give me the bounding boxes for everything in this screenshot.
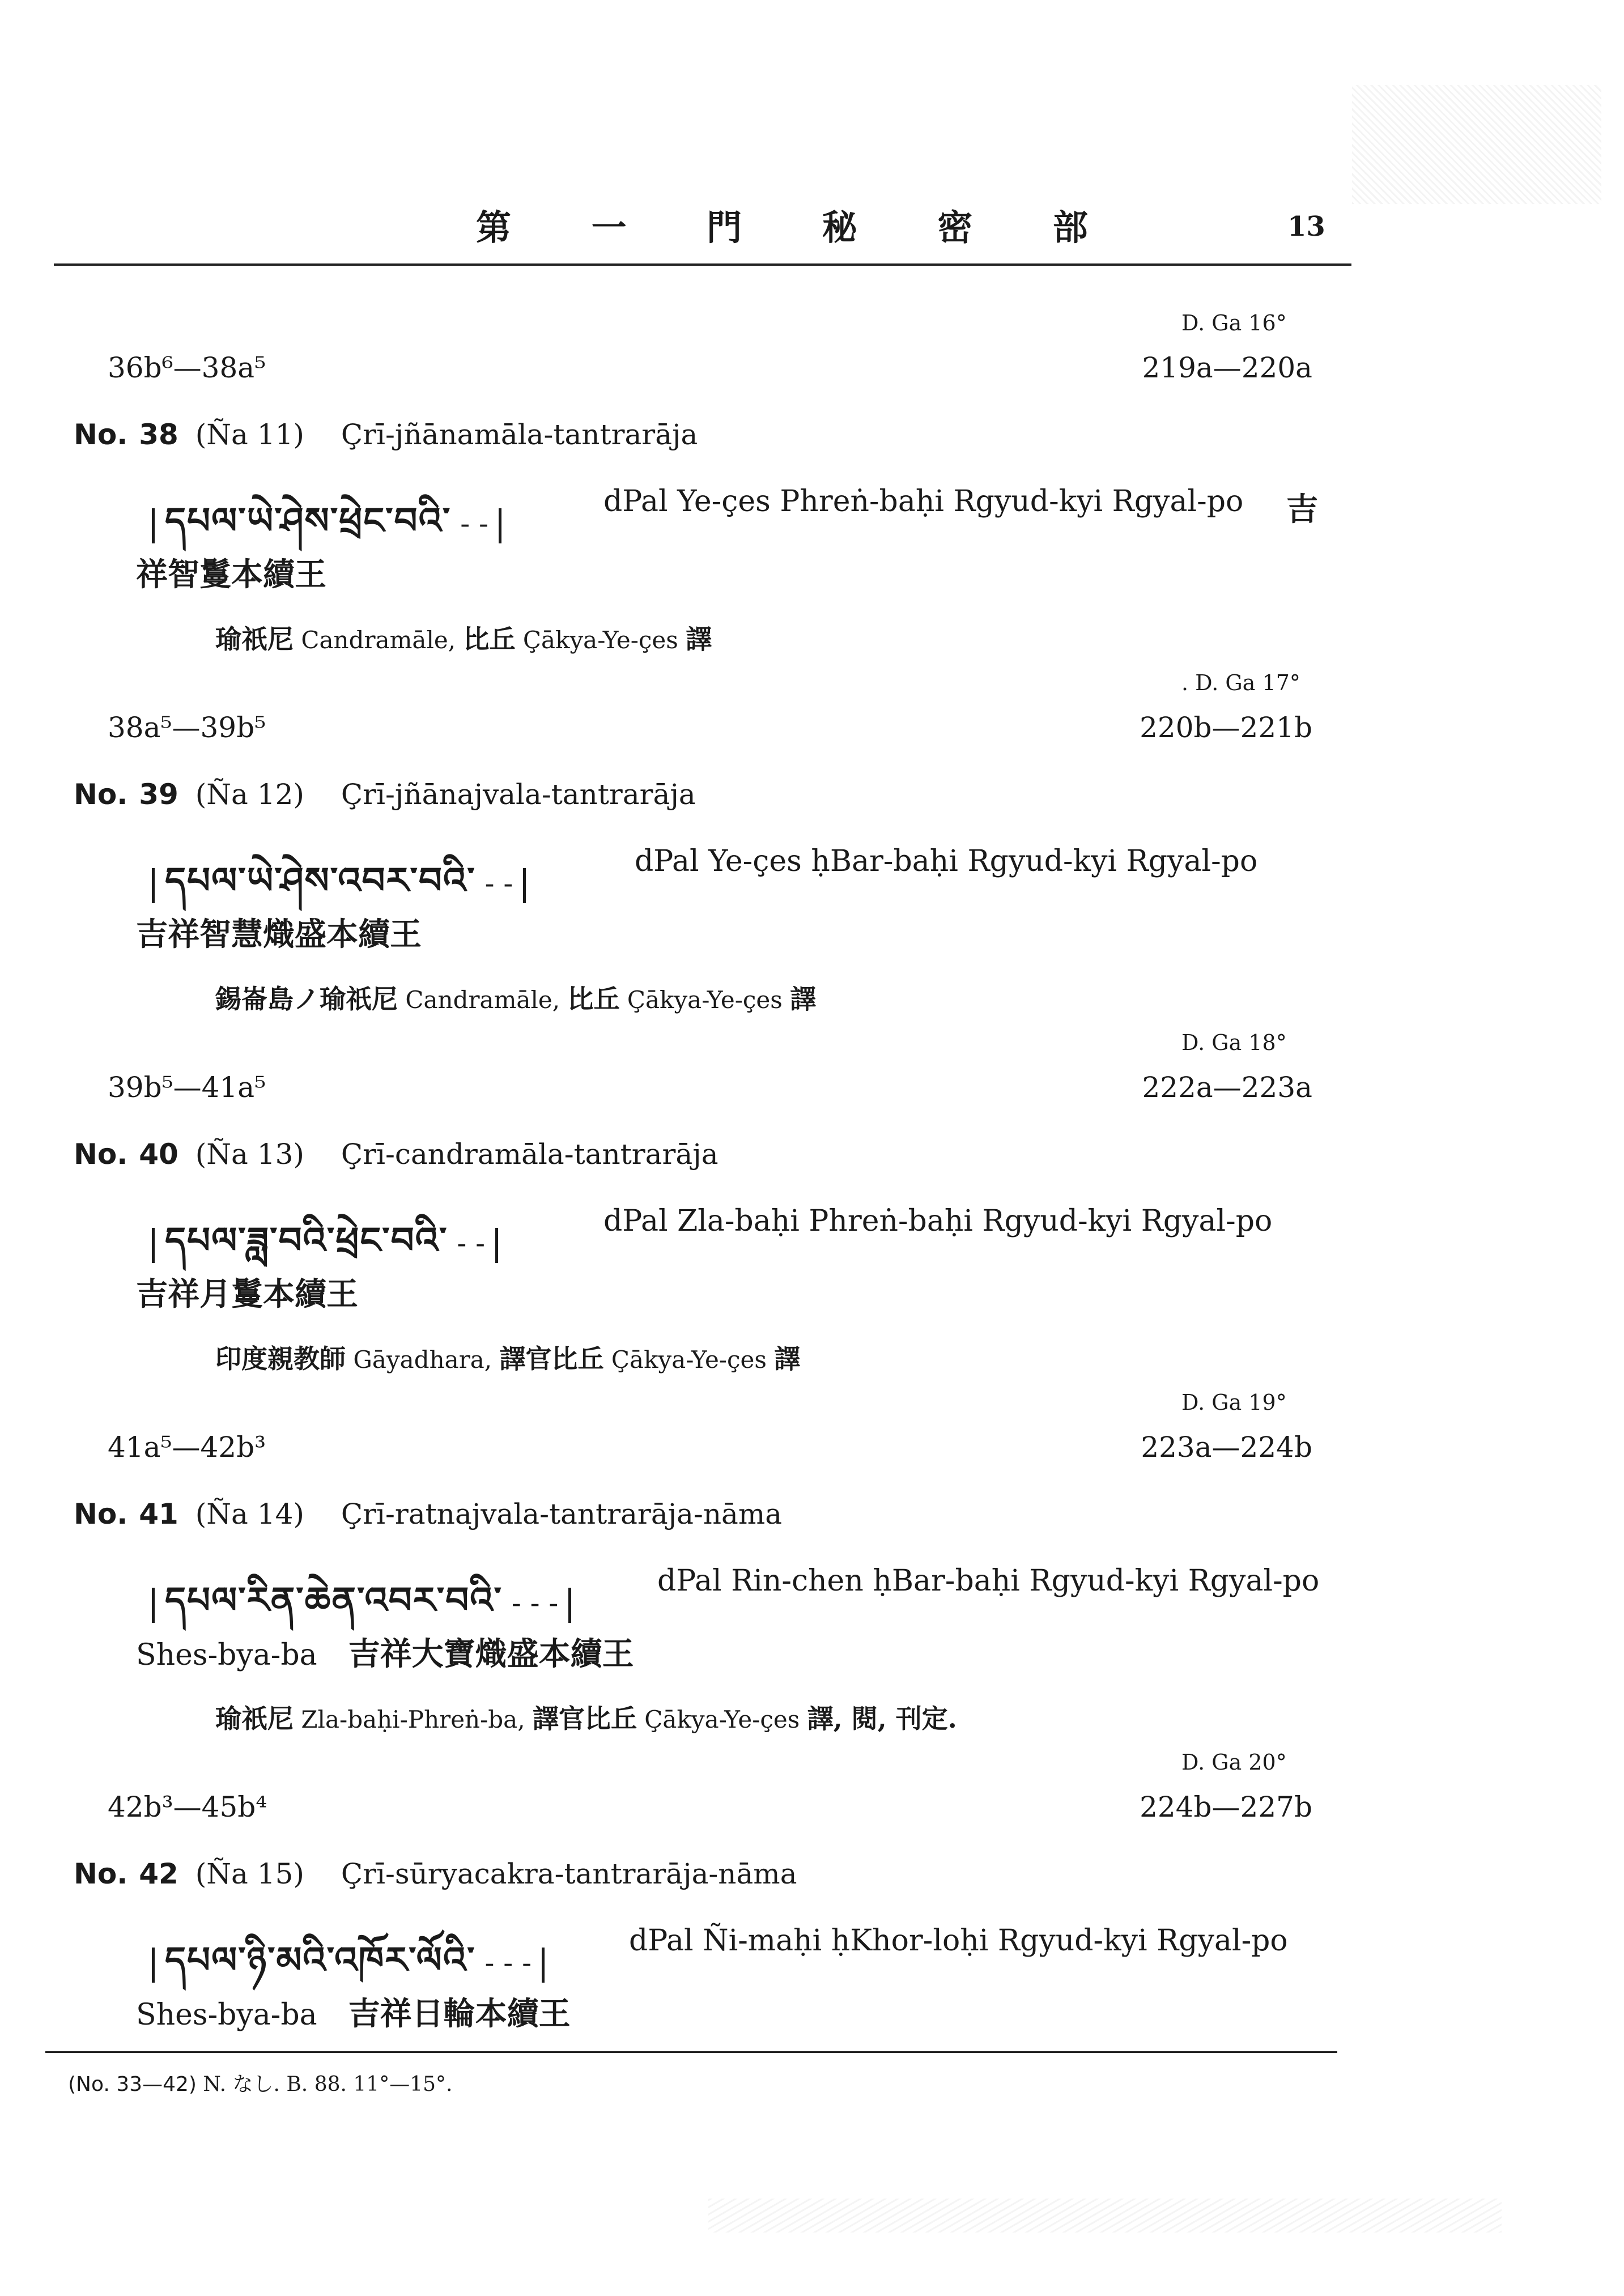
shad-mark: [152, 868, 155, 903]
derge-ref: D. Ga 19°: [1181, 1390, 1287, 1415]
shad-mark: [152, 1948, 155, 1983]
entry-no-label: No.: [74, 1857, 128, 1890]
folio-range-left: 39b⁵—41a⁵: [108, 1071, 266, 1104]
chinese-title-line: [136, 1989, 571, 2034]
ellipsis-dashes: - -: [484, 867, 513, 900]
translator-role: 譯官比丘: [499, 1343, 604, 1374]
translator-role: 錫崙島ノ瑜祇尼: [215, 984, 398, 1014]
translator-name: Çākya-Ye-çes: [611, 1346, 767, 1374]
folio-range-right: 220b—221b: [1140, 711, 1312, 744]
translator-role: 比丘: [463, 624, 516, 654]
entry-no-label: No.: [74, 418, 128, 451]
chinese-title-start: 吉: [1286, 491, 1318, 528]
translator-line: [215, 979, 816, 1016]
entry-na-ref: (Ña 14): [195, 1498, 304, 1530]
roman-title: dPal Rin-chen ḥBar-baḥi Rgyud-kyi Rgyal-po: [657, 1564, 1320, 1598]
tibetan-script: དཔལ་ཉི་མའི་འཁོར་ལོའི་: [165, 1940, 476, 1982]
roman-title: dPal Ye-çes Phreṅ-baḥi Rgyud-kyi Rgyal-po: [603, 484, 1244, 518]
translation-note: 譯: [686, 624, 712, 654]
scan-noise: [1352, 85, 1601, 204]
sanskrit-title: Çrī-jñānajvala-tantrarāja: [341, 778, 696, 811]
ellipsis-dashes: - - -: [511, 1587, 559, 1619]
entry-number: 41: [139, 1498, 178, 1530]
shad-mark: [495, 1228, 498, 1263]
folio-range-left: 42b³—45b⁴: [108, 1791, 267, 1823]
chinese-title: 祥智鬘本續王: [136, 556, 326, 593]
derge-ref: D. Ga 18°: [1181, 1030, 1287, 1055]
tibetan-script: དཔལ་ཟླ་བའི་ཕྲེང་བའི་: [165, 1220, 448, 1262]
derge-ref: D. Ga 20°: [1181, 1750, 1287, 1775]
chinese-title: 吉祥月鬘本續王: [136, 1275, 358, 1313]
translator-name: Candramāle,: [301, 626, 456, 654]
translation-note: 譯, 閱, 刊定.: [807, 1703, 957, 1734]
roman-title: dPal Ñi-maḥi ḥKhor-loḥi Rgyud-kyi Rgyal-po: [629, 1924, 1288, 1958]
ellipsis-dashes: - -: [457, 1227, 486, 1260]
translator-name: Çākya-Ye-çes: [522, 626, 678, 654]
chinese-title-line: [136, 550, 326, 595]
page-number: 13: [1287, 211, 1325, 243]
shad-mark: [152, 1228, 155, 1263]
running-header: 第 一 門 秘 密 部: [476, 207, 1122, 248]
chinese-title-line: [136, 1629, 634, 1674]
tibetan-script: དཔལ་ཡེ་ཤེས་ཕྲེང་བའི་: [165, 500, 452, 542]
translator-role: 瑜祇尼: [215, 624, 294, 654]
footnote-rule: [45, 2051, 1337, 2053]
shes-bya-ba: Shes-bya-ba: [136, 1638, 317, 1672]
entry-na-ref: (Ña 15): [195, 1857, 304, 1890]
entry-heading: [74, 418, 698, 451]
chinese-title: 吉祥日輪本續王: [348, 1995, 571, 2033]
tibetan-script: དཔལ་རིན་ཆེན་འབར་བའི་: [165, 1580, 503, 1622]
entry-number: 40: [139, 1138, 178, 1171]
entry-number: 38: [139, 418, 178, 451]
translation-note: 譯: [790, 984, 817, 1014]
chinese-title-line: [136, 1269, 358, 1315]
ellipsis-dashes: - -: [460, 507, 488, 540]
entry-number: 39: [139, 778, 178, 811]
entry-na-ref: (Ña 12): [195, 778, 304, 811]
shad-mark: [152, 1588, 155, 1623]
chinese-title: 吉祥大寶熾盛本續王: [348, 1635, 634, 1673]
shes-bya-ba: Shes-bya-ba: [136, 1998, 317, 2032]
footnote: [68, 2068, 452, 2097]
scan-noise-bottom: [708, 2199, 1502, 2233]
entry-number: 42: [139, 1857, 178, 1890]
translator-line: [215, 1698, 957, 1736]
translator-role: 印度親教師: [215, 1343, 346, 1374]
entry-heading: [74, 778, 696, 811]
shad-mark: [499, 508, 501, 543]
tibetan-script: དཔལ་ཡེ་ཤེས་འབར་བའི་: [165, 860, 476, 902]
footnote-text: N. なし. B. 88. 11°—15°.: [203, 2073, 453, 2096]
shad-mark: [542, 1948, 545, 1983]
entry-no-label: No.: [74, 778, 128, 811]
sanskrit-title: Çrī-ratnajvala-tantrarāja-nāma: [341, 1498, 783, 1530]
translator-line: [215, 619, 712, 656]
translator-name: Gāyadhara,: [353, 1346, 492, 1374]
translation-note: 譯: [774, 1343, 801, 1374]
roman-title: dPal Ye-çes ḥBar-baḥi Rgyud-kyi Rgyal-po: [635, 844, 1258, 878]
chinese-title: 吉祥智慧熾盛本續王: [136, 916, 422, 953]
translator-name: Zla-baḥi-Phreṅ-ba,: [301, 1706, 525, 1733]
shad-mark: [152, 508, 155, 543]
translator-role: 比丘: [567, 984, 620, 1014]
folio-range-left: 41a⁵—42b³: [108, 1431, 266, 1464]
roman-title: dPal Zla-baḥi Phreṅ-baḥi Rgyud-kyi Rgyal-po: [603, 1204, 1273, 1238]
sanskrit-title: Çrī-jñānamāla-tantrarāja: [341, 418, 698, 451]
shad-mark: [523, 868, 526, 903]
chinese-title-line: [136, 909, 422, 955]
entry-no-label: No.: [74, 1138, 128, 1171]
folio-range-right: 219a—220a: [1142, 351, 1312, 384]
sanskrit-title: Çrī-sūryacakra-tantrarāja-nāma: [341, 1857, 797, 1890]
translator-role: 譯官比丘: [532, 1703, 637, 1734]
header-rule: [54, 263, 1351, 266]
folio-range-right: 222a—223a: [1142, 1071, 1312, 1104]
entry-heading: [74, 1857, 797, 1890]
translator-name: Çākya-Ye-çes: [644, 1706, 800, 1733]
folio-range-left: 38a⁵—39b⁵: [108, 711, 266, 744]
folio-range-right: 224b—227b: [1140, 1791, 1312, 1823]
entry-na-ref: (Ña 11): [195, 418, 304, 451]
derge-ref: D. Ga 16°: [1181, 311, 1287, 335]
translator-name: Candramāle,: [405, 986, 560, 1014]
sanskrit-title: Çrī-candramāla-tantrarāja: [341, 1138, 719, 1171]
ellipsis-dashes: - - -: [484, 1946, 532, 1979]
entry-heading: [74, 1498, 782, 1530]
derge-ref: . D. Ga 17°: [1181, 670, 1300, 695]
folio-range-right: 223a—224b: [1141, 1431, 1312, 1464]
shad-mark: [568, 1588, 571, 1623]
translator-line: [215, 1338, 800, 1376]
entry-heading: [74, 1138, 719, 1171]
translator-role: 瑜祇尼: [215, 1703, 294, 1734]
folio-range-left: 36b⁶—38a⁵: [108, 351, 266, 384]
entry-na-ref: (Ña 13): [195, 1138, 304, 1171]
translator-name: Çākya-Ye-çes: [627, 986, 783, 1014]
entry-no-label: No.: [74, 1498, 128, 1530]
footnote-range: (No. 33—42): [68, 2073, 197, 2096]
